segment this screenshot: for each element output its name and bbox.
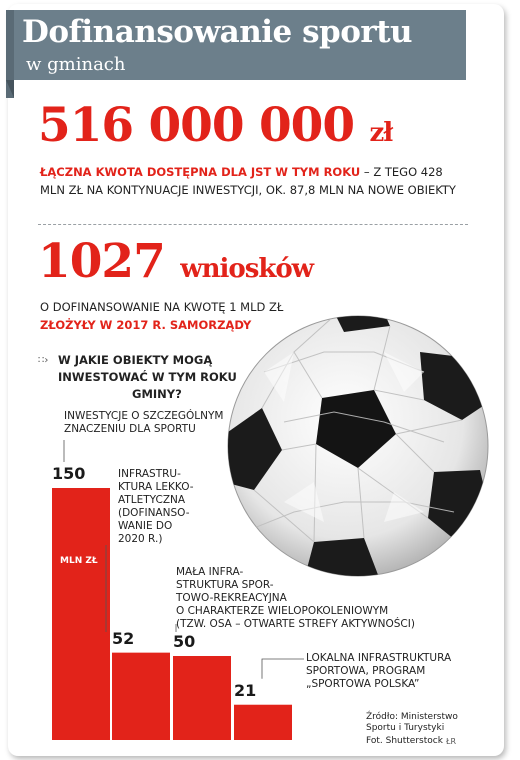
author-initials: ŁR [446, 737, 457, 746]
category-label-line: 2020 R.) [118, 533, 163, 545]
applications-desc-line1: O DOFINANSOWANIE NA KWOTĘ 1 MLD ZŁ [40, 300, 284, 314]
bar-4 [234, 705, 292, 740]
category-label-line: (TZW. OSA – OTWARTE STREFY AKTYWNOŚCI) [176, 618, 415, 630]
bar-value-label-4: 21 [234, 680, 257, 700]
question-text-end: GMINY? [132, 387, 182, 401]
total-amount-number: 516 000 000 [38, 98, 355, 153]
page-title: Dofinansowanie sportu [22, 14, 413, 50]
category-label-line: ATLETYCZNA [118, 494, 186, 506]
category-label-4 [306, 652, 451, 691]
category-label-line: TOWO-REKREACYJNA [176, 592, 287, 604]
bar-value-label-3: 50 [173, 632, 196, 651]
category-label-line: KTURA LEKKO- [118, 481, 194, 493]
category-label-2 [118, 468, 194, 546]
source-line2: Sportu i Turystyki [366, 723, 445, 733]
applications-number: 1027 [38, 234, 165, 289]
applications-unit: wniosków [180, 254, 314, 284]
source-note [366, 712, 458, 734]
category-label-3 [176, 566, 415, 631]
category-label-line: (DOFINANSO- [118, 507, 190, 519]
total-amount-desc-rest: – Z TEGO 428 MLN ZŁ NA KONTYNUACJE INWESTYCJI, OK. 87,8 MLN NA NOWE OBIEKTY [40, 165, 456, 197]
source-line1: Źródło: Ministerstwo [366, 712, 458, 722]
question-text: W JAKIE OBIEKTY MOGĄ INWESTOWAĆ W TYM ROKU [58, 353, 237, 384]
category-label-line: STRUKTURA SPOR- [176, 579, 274, 591]
category-label-line: LOKALNA INFRASTRUKTURA [306, 652, 452, 664]
category-label-line: INFRASTRU- [118, 468, 181, 480]
bar-value-label-2: 52 [112, 628, 135, 648]
bar-unit-label: MLN ZŁ [60, 556, 98, 566]
leader-line-4 [262, 659, 304, 679]
category-label-line: ZNACZENIU DLA SPORTU [64, 423, 196, 435]
total-amount-desc-bold: ŁĄCZNA KWOTA DOSTĘPNA DLA JST W TYM ROKU [40, 165, 361, 179]
applications-desc-line2: ZŁOŻYŁY W 2017 R. SAMORZĄDY [40, 318, 252, 332]
bar-value-label-1: 150 [52, 464, 86, 483]
total-amount-unit: zł [369, 118, 393, 148]
arrow-bullet-icon: ∷› [38, 355, 49, 366]
photo-credit: Fot. Shutterstock [366, 736, 443, 746]
category-label-line: O CHARAKTERZE WIELOPOKOLENIOWYM [176, 605, 389, 617]
bar-3 [173, 656, 231, 740]
category-label-line: SPORTOWA, PROGRAM [306, 665, 426, 677]
category-label-line: INWESTYCJE O SZCZEGÓLNYM [64, 410, 224, 422]
category-label-1 [64, 410, 223, 436]
category-label-line: „SPORTOWA POLSKA” [306, 678, 420, 690]
bar-2 [112, 653, 170, 740]
category-label-line: MAŁA INFRA- [176, 566, 244, 578]
bar-1 [52, 488, 110, 740]
category-label-line: WANIE DO [118, 520, 173, 532]
page-subtitle: w gminach [26, 54, 126, 75]
